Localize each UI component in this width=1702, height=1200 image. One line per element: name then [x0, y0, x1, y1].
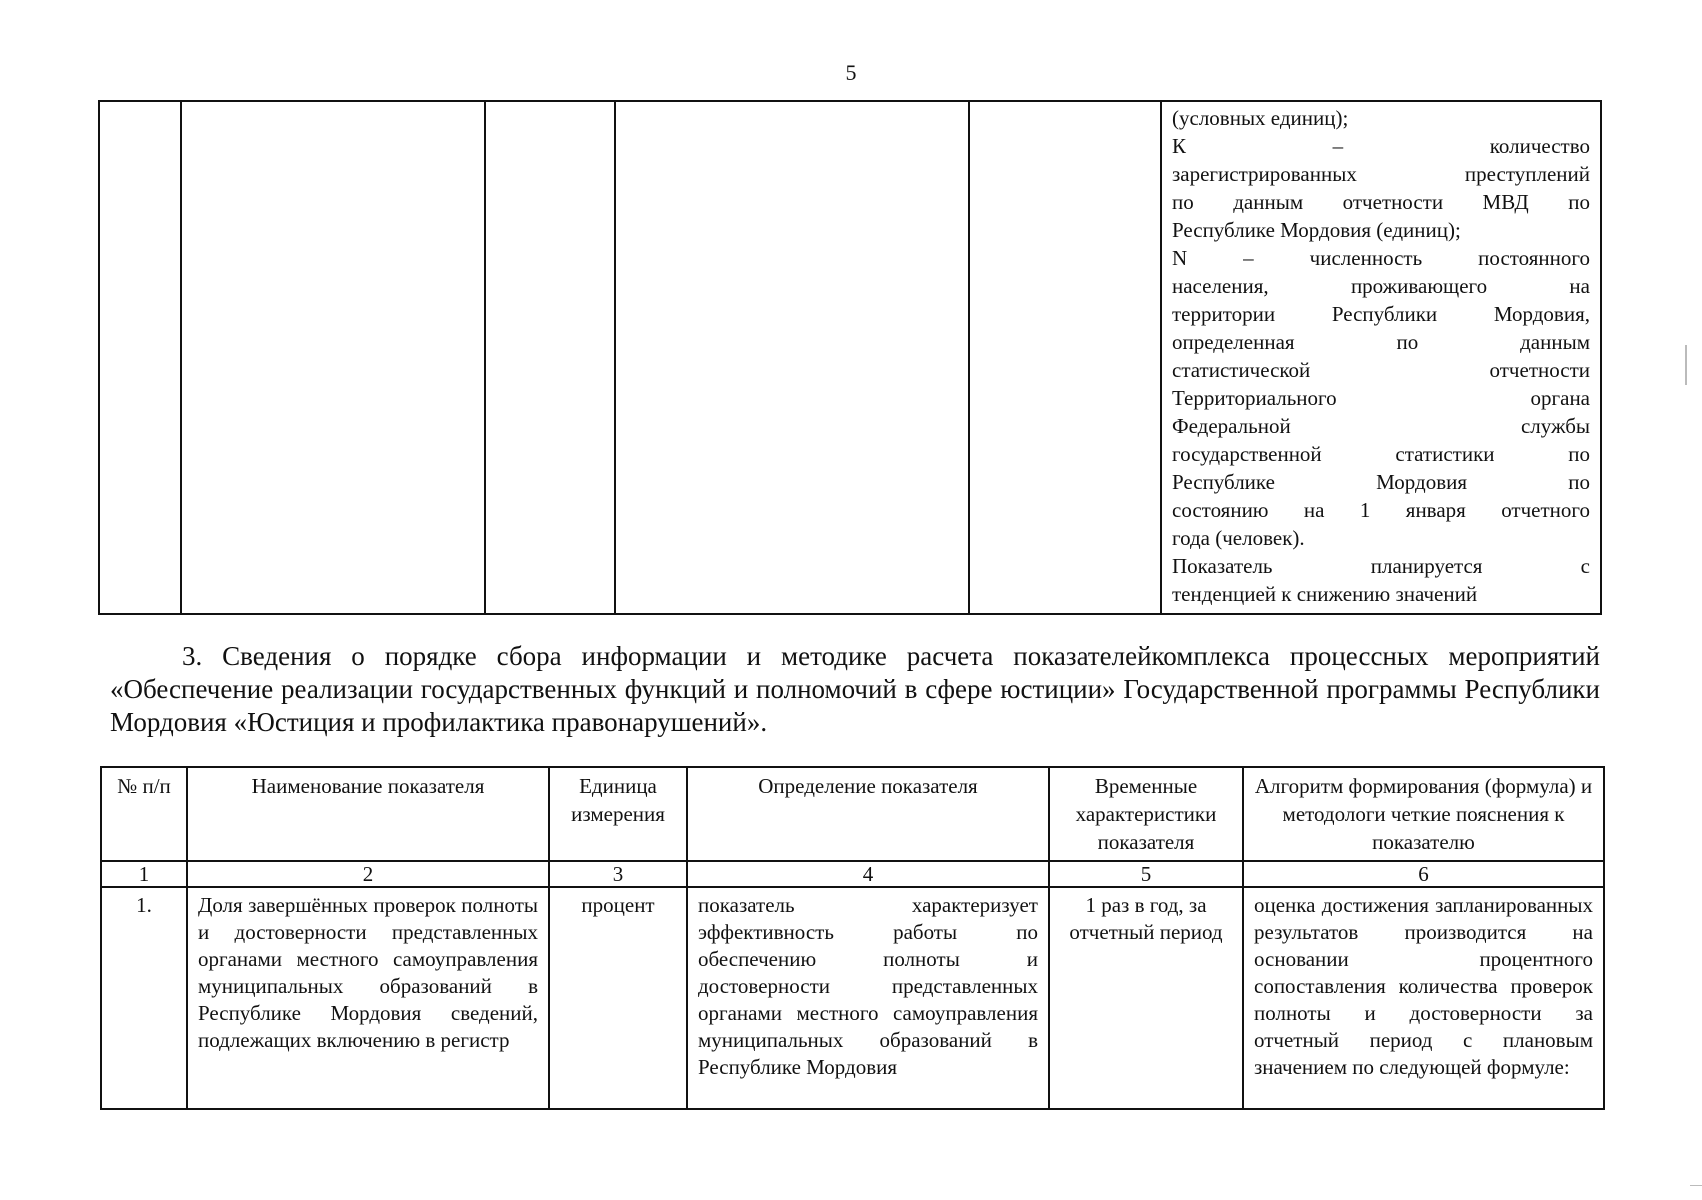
row-number: 1. — [101, 887, 187, 1109]
continuation-line: зарегистрированных преступлений — [1172, 162, 1590, 186]
continuation-table — [98, 100, 1602, 615]
indicator-unit: процент — [549, 887, 687, 1109]
indicator-name: Доля завершённых проверок полноты и достоверности представленных органами местного самоуправления муниципальных образований в Республике Мордовия сведений, подлежащих включению в регистр — [187, 887, 549, 1109]
continuation-line: N – численность постоянного — [1172, 246, 1590, 270]
continuation-line: (условных единиц); — [1172, 106, 1349, 130]
table-row — [101, 887, 1604, 1109]
column-number: 5 — [1049, 861, 1243, 887]
indicators-table — [100, 766, 1605, 1110]
continuation-line: Территориального органа — [1172, 386, 1590, 410]
continuation-line: Показатель планируется с — [1172, 554, 1590, 578]
continuation-line: года (человек). — [1172, 526, 1305, 550]
column-number: 4 — [687, 861, 1049, 887]
column-number: 1 — [101, 861, 187, 887]
scan-mark — [1685, 345, 1687, 385]
column-number: 6 — [1243, 861, 1604, 887]
column-number-row — [101, 861, 1604, 887]
column-number: 3 — [549, 861, 687, 887]
continuation-line: тенденцией к снижению значений — [1172, 582, 1478, 606]
header-cell: Единица измерения — [549, 767, 687, 861]
header-cell: Наименование показателя — [187, 767, 549, 861]
scan-mark — [1690, 1185, 1702, 1186]
continuation-line: Республике Мордовия по — [1172, 470, 1590, 494]
continuation-line: Федеральной службы — [1172, 414, 1590, 438]
continuation-line: территории Республики Мордовия, — [1172, 302, 1590, 326]
column-number: 2 — [187, 861, 549, 887]
continuation-cell-3 — [485, 101, 615, 614]
page-number: 5 — [845, 60, 857, 85]
header-cell: № п/п — [101, 767, 187, 861]
indicator-algorithm: оценка достижения запланированных результатов производится на основании процентного сопоставления количества проверок полноты и достоверности за отчетный период с плановым значением по следующей формуле: — [1243, 887, 1604, 1109]
continuation-cell-6 — [1161, 101, 1601, 614]
indicator-definition: показатель характеризует эффективность работы по обеспечению полноты и достоверности представленных органами местного самоуправления муниципальных образований в Республике Мордовия — [687, 887, 1049, 1109]
continuation-line: государственной статистики по — [1172, 442, 1590, 466]
continuation-line: статистической отчетности — [1172, 358, 1590, 382]
continuation-cell-5 — [969, 101, 1161, 614]
header-cell: Временные характеристики показателя — [1049, 767, 1243, 861]
indicator-time: 1 раз в год, за отчетный период — [1049, 887, 1243, 1109]
continuation-row — [99, 101, 1601, 614]
continuation-line: К – количество — [1172, 134, 1590, 158]
continuation-line: населения, проживающего на — [1172, 274, 1590, 298]
header-cell: Алгоритм формирования (формула) и методологи четкие пояснения к показателю — [1243, 767, 1604, 861]
continuation-cell-4 — [615, 101, 969, 614]
continuation-cell-1 — [99, 101, 181, 614]
section-heading: 3. Сведения о порядке сбора информации и методике расчета показателейкомплекса процессных мероприятий «Обеспечение реализации государственных функций и полномочий в сфере юстиции» Государственной программы Республики Мордовия «Юстиция и профилактика правонарушений». — [110, 641, 1600, 737]
continuation-line: состоянию на 1 января отчетного — [1172, 498, 1590, 522]
continuation-cell-2 — [181, 101, 485, 614]
continuation-line: определенная по данным — [1172, 330, 1590, 354]
table-header-row — [101, 767, 1604, 861]
continuation-line: Республике Мордовия (единиц); — [1172, 218, 1461, 242]
continuation-line: по данным отчетности МВД по — [1172, 190, 1590, 214]
continuation-text — [1162, 102, 1600, 608]
header-cell: Определение показателя — [687, 767, 1049, 861]
